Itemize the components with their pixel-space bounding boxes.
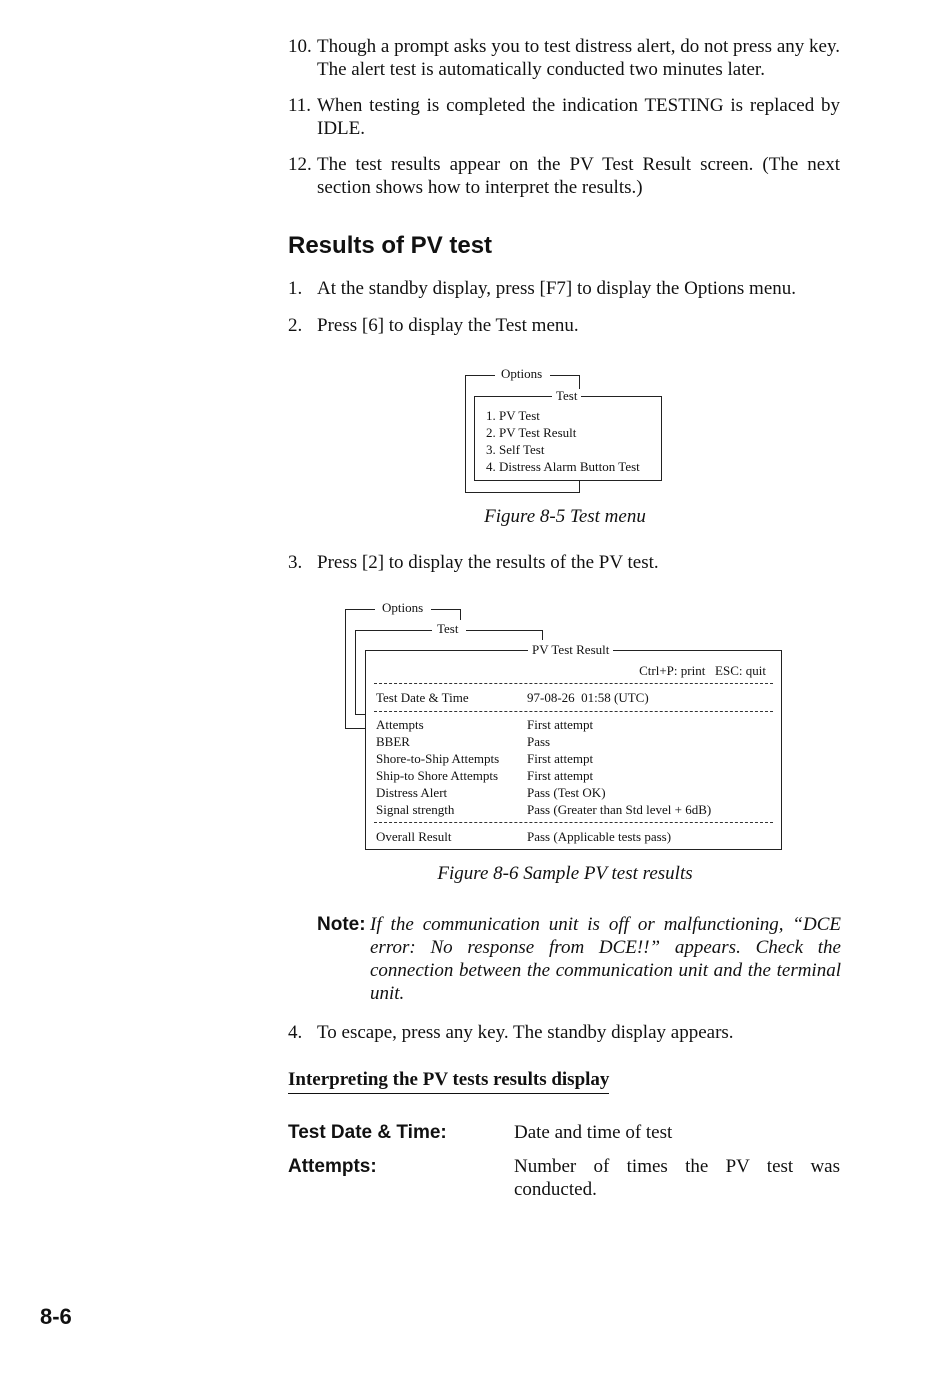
page-number: 8-6 [40,1304,72,1329]
print-quit-hint: Ctrl+P: print ESC: quit [639,663,766,678]
pv-result-window [365,642,782,850]
note-text: If the communication unit is off or malfunctioning, “DCE error: No response from DCE!!” appears. Check the connection between the communication unit and the terminal unit. [370,914,841,1004]
pv-result-figure [345,600,785,855]
term-attempts: Attempts: [288,1156,377,1177]
options-title: Options [378,601,427,615]
step-number: 1. [288,278,303,299]
section-title: Results of PV test [288,232,493,259]
row-value: Pass (Test OK) [527,785,606,800]
row-value: Pass (Greater than Std level + 6dB) [527,802,712,817]
divider [374,822,773,823]
menu-item-self-test[interactable]: 3. Self Test [486,442,545,457]
desc-attempts: Number of times the PV test was conducted. [514,1156,840,1200]
row-value: First attempt [527,768,594,783]
step-text: Press [6] to display the Test menu. [317,315,579,336]
pv-result-title: PV Test Result [528,643,613,657]
row-value: Pass [527,734,551,749]
note-label: Note: [317,914,366,935]
step-text: When testing is completed the indication TESTING is replaced by IDLE. [317,95,840,139]
step-text: Press [2] to display the results of the PV test. [317,552,659,573]
options-title: Options [497,367,546,381]
term-test-date-time: Test Date & Time: [288,1122,447,1143]
step-text: The test results appear on the PV Test Result screen. (The next section shows how to interpret the results.) [317,154,840,198]
figure-8-5-caption: Figure 8-5 Test menu [484,506,646,527]
test-menu-list [486,407,640,475]
row-label: Distress Alert [376,785,448,800]
row-label: Signal strength [376,802,455,817]
row-value: Pass (Applicable tests pass) [527,829,672,844]
step-number: 3. [288,552,303,573]
row-value: 97-08-26 01:58 (UTC) [527,690,649,705]
row-label: Attempts [376,717,424,732]
interpret-title: Interpreting the PV tests results display [288,1069,609,1094]
menu-item-pv-test[interactable]: 1. PV Test [486,408,540,423]
row-value: First attempt [527,717,594,732]
step-number: 12. [288,154,312,175]
step-number: 2. [288,315,303,336]
desc-test-date-time: Date and time of test [514,1122,673,1143]
step-number: 4. [288,1022,303,1043]
divider [374,711,773,712]
row-label: Shore-to-Ship Attempts [376,751,500,766]
step-number: 10. [288,36,312,57]
step-text: Though a prompt asks you to test distress alert, do not press any key. The alert test is automatically conducted two minutes later. [317,36,840,80]
row-label: BBER [376,734,410,749]
row-label: Ship-to Shore Attempts [376,768,499,783]
test-menu-figure [465,366,665,496]
test-title: Test [552,389,581,403]
menu-item-pv-test-result[interactable]: 2. PV Test Result [486,425,577,440]
step-text: At the standby display, press [F7] to display the Options menu. [317,278,796,299]
divider [374,683,773,684]
row-label: Test Date & Time [376,690,469,705]
test-title: Test [433,622,462,636]
row-value: First attempt [527,751,594,766]
step-number: 11. [288,95,312,116]
test-window [474,388,662,481]
menu-item-distress-alarm-button-test[interactable]: 4. Distress Alarm Button Test [486,459,640,474]
row-label: Overall Result [376,829,452,844]
step-text: To escape, press any key. The standby display appears. [317,1022,734,1043]
figure-8-6-caption: Figure 8-6 Sample PV test results [437,863,693,884]
